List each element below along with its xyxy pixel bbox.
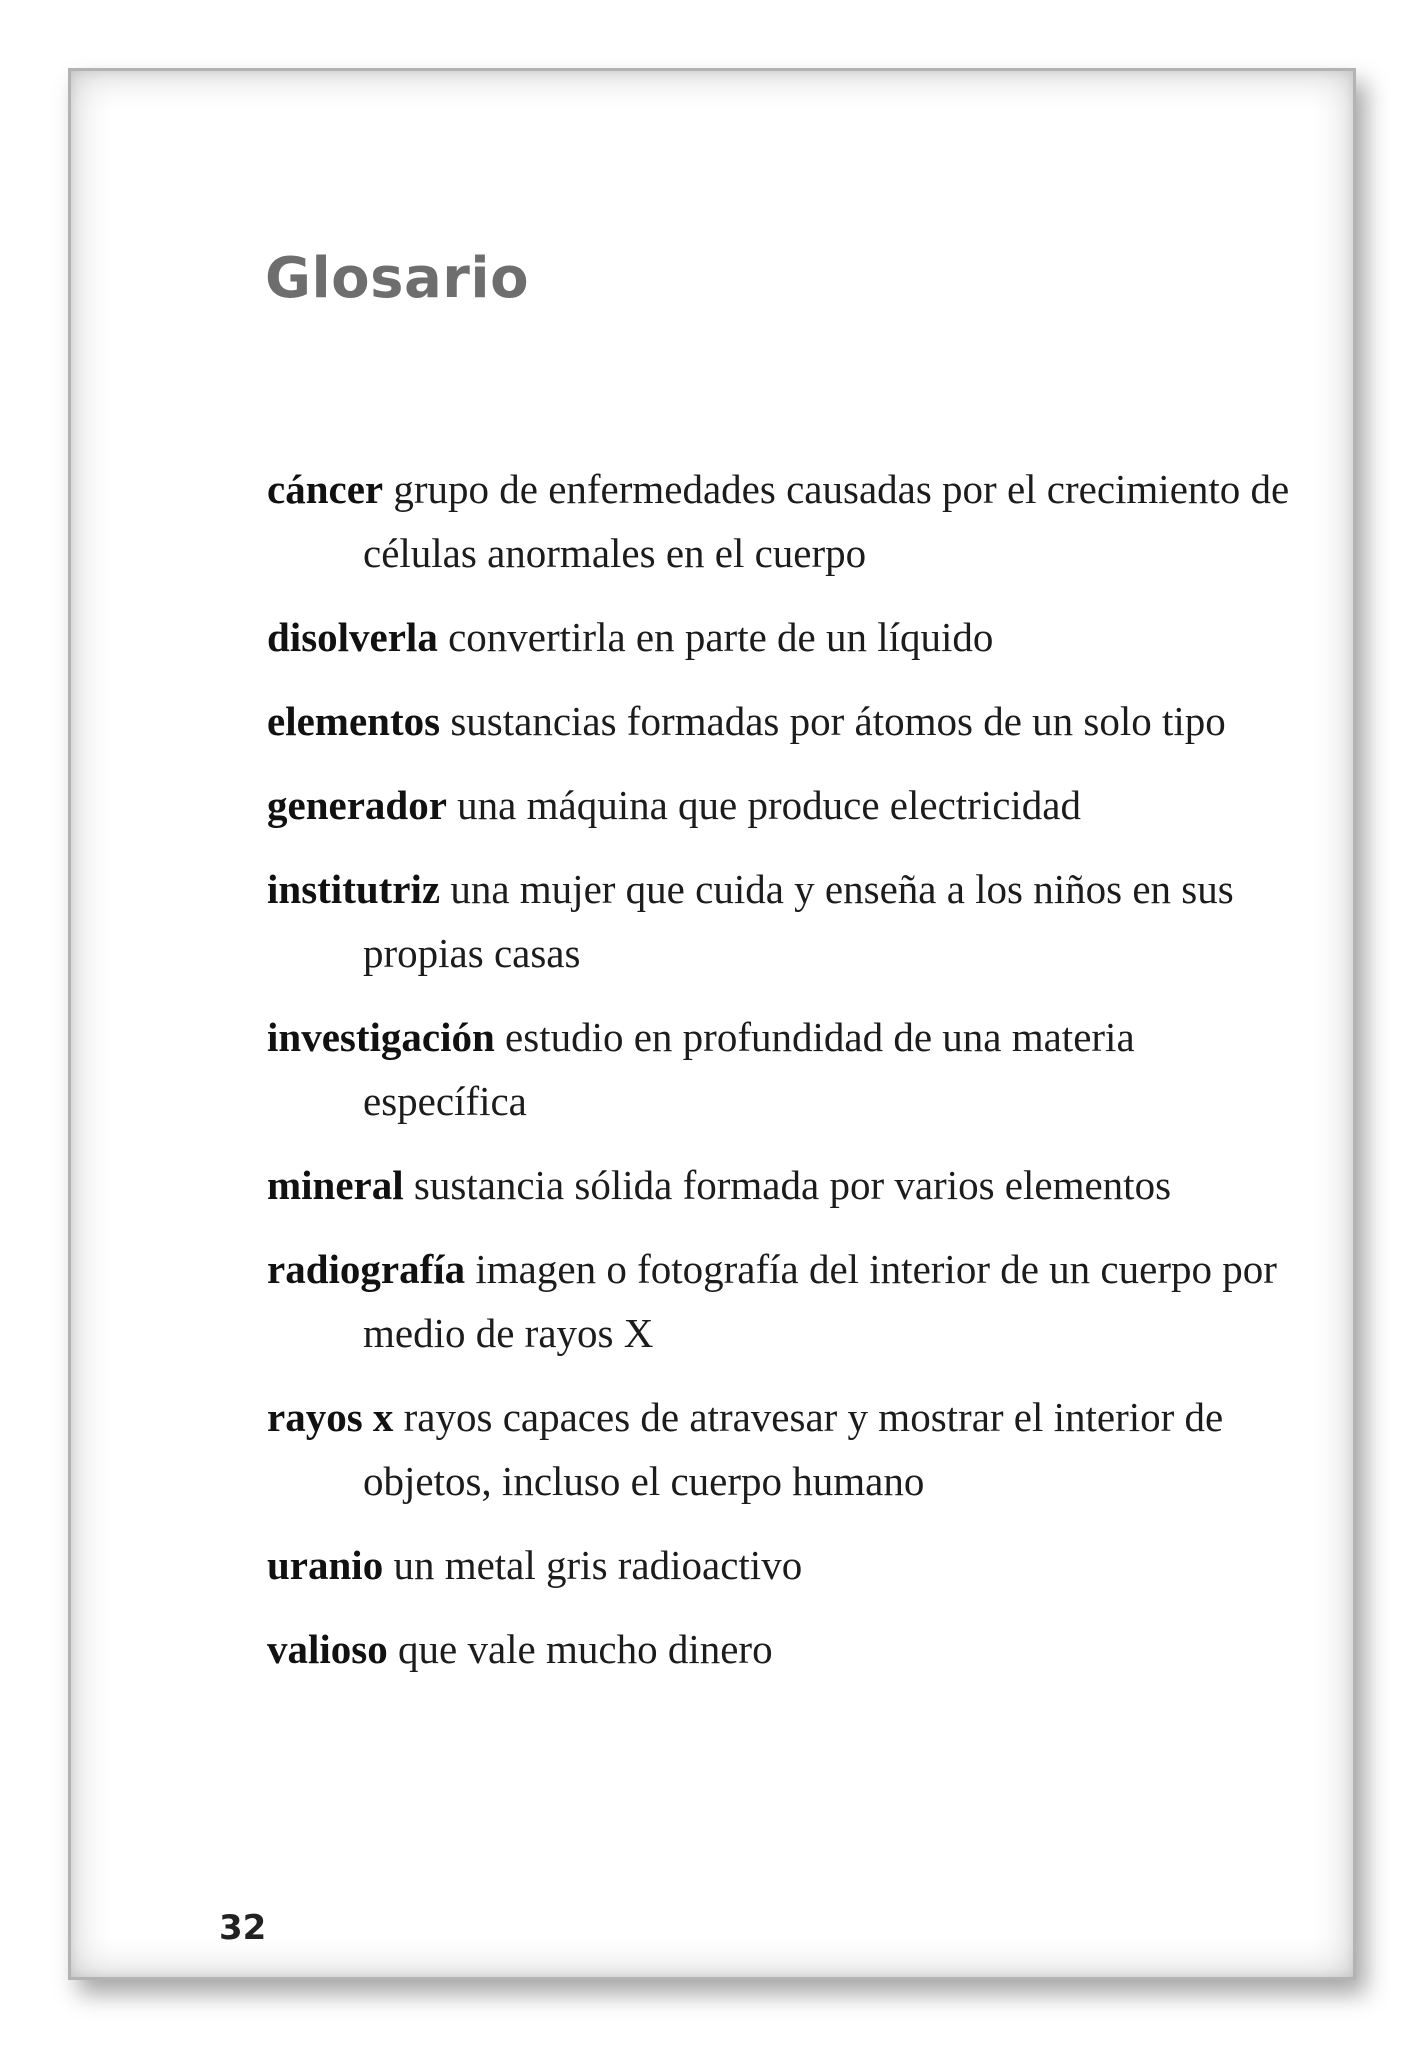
glossary-entry — [267, 857, 1307, 985]
glossary-entry — [267, 773, 1307, 837]
glossary-definition: grupo de enfermedades causadas por el crecimiento de células anormales en el cuerpo — [363, 466, 1290, 576]
glossary-definition: sustancia sólida formada por varios elementos — [413, 1162, 1172, 1208]
glossary-list — [267, 457, 1307, 1701]
glossary-term: disolverla — [267, 614, 438, 660]
glossary-term: investigación — [267, 1014, 495, 1060]
glossary-term: cáncer — [267, 466, 384, 512]
glossary-term: generador — [267, 782, 447, 828]
glossary-term: rayos x — [267, 1394, 394, 1440]
glossary-entry — [267, 457, 1307, 585]
glossary-entry — [267, 1385, 1307, 1513]
glossary-entry — [267, 1533, 1307, 1597]
glossary-entry — [267, 1617, 1307, 1681]
glossary-definition: un metal gris radioactivo — [393, 1542, 803, 1588]
glossary-definition: sustancias formadas por átomos de un solo tipo — [450, 698, 1226, 744]
glossary-entry — [267, 1153, 1307, 1217]
page-title: Glosario — [265, 246, 530, 311]
page-number: 32 — [219, 1908, 267, 1948]
book-page — [68, 68, 1356, 1980]
glossary-term: uranio — [267, 1542, 384, 1588]
glossary-term: elementos — [267, 698, 441, 744]
glossary-entry — [267, 689, 1307, 753]
glossary-entry — [267, 605, 1307, 669]
glossary-entry — [267, 1237, 1307, 1365]
glossary-definition: una mujer que cuida y enseña a los niños en sus propias casas — [363, 866, 1234, 976]
glossary-definition: rayos capaces de atravesar y mostrar el interior de objetos, incluso el cuerpo humano — [363, 1394, 1224, 1504]
glossary-definition: estudio en profundidad de una materia específica — [363, 1014, 1135, 1124]
glossary-definition: imagen o fotografía del interior de un cuerpo por medio de rayos X — [363, 1246, 1277, 1356]
glossary-term: institutriz — [267, 866, 441, 912]
glossary-term: radiografía — [267, 1246, 466, 1292]
glossary-term: valioso — [267, 1626, 388, 1672]
glossary-definition: una máquina que produce electricidad — [457, 782, 1081, 828]
glossary-definition: convertirla en parte de un líquido — [448, 614, 994, 660]
glossary-term: mineral — [267, 1162, 404, 1208]
glossary-entry — [267, 1005, 1307, 1133]
glossary-definition: que vale mucho dinero — [398, 1626, 773, 1672]
